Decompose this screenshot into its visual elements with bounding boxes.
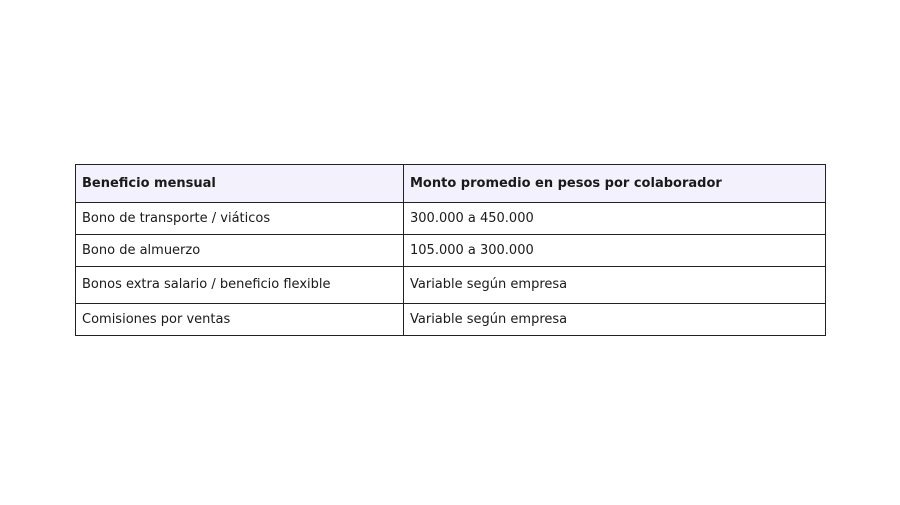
header-benefit: Beneficio mensual: [76, 165, 404, 203]
benefits-table: [75, 164, 826, 336]
header-amount: Monto promedio en pesos por colaborador: [404, 165, 826, 203]
cell-amount: 300.000 a 450.000: [404, 203, 826, 235]
cell-amount: Variable según empresa: [404, 304, 826, 336]
cell-amount: 105.000 a 300.000: [404, 235, 826, 267]
table-row: [76, 203, 826, 235]
cell-benefit: Bonos extra salario / beneficio flexible: [76, 267, 404, 304]
benefits-table-container: [75, 164, 825, 336]
cell-benefit: Bono de almuerzo: [76, 235, 404, 267]
table-header-row: [76, 165, 826, 203]
cell-benefit: Bono de transporte / viáticos: [76, 203, 404, 235]
table-row: [76, 235, 826, 267]
table-row: [76, 304, 826, 336]
table-row: [76, 267, 826, 304]
cell-benefit: Comisiones por ventas: [76, 304, 404, 336]
cell-amount: Variable según empresa: [404, 267, 826, 304]
